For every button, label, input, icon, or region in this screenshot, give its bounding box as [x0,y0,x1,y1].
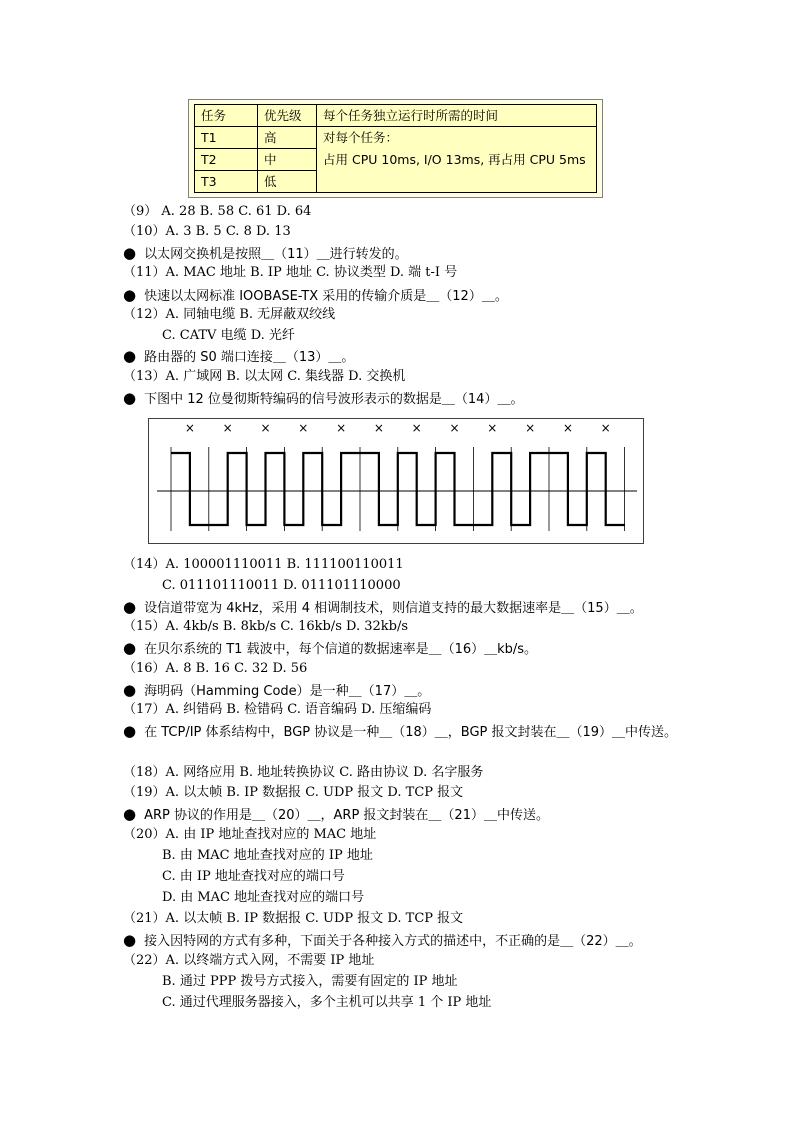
bullet-icon: ● [123,931,137,949]
answer-line-20a: （20）A. 由 IP 地址查找对应的 MAC 地址 [123,827,377,842]
question-text: 路由器的 S0 端口连接＿（13）＿。 [144,350,355,365]
clock-mark: × [411,421,422,435]
detail-line-1: 对每个任务： [323,130,399,145]
clock-mark: × [336,421,347,435]
question-text: ARP 协议的作用是＿（20）＿，ARP 报文封装在＿（21）＿中传送。 [144,808,549,823]
bullet-icon: ● [123,389,137,407]
question-text: 接入因特网的方式有多种，下面关于各种接入方式的描述中，不正确的是＿（22）＿。 [144,934,642,949]
header-priority: 优先级 [258,105,317,127]
answer-line-14a: （14）A. 100001110011 B. 111100110011 [123,557,404,572]
answer-line-18: （18）A. 网络应用 B. 地址转换协议 C. 路由协议 D. 名字服务 [123,765,484,780]
task-priority: 中 [258,149,317,171]
answer-line-12b: C. CATV 电缆 D. 光纤 [162,328,295,343]
clock-mark: × [600,421,611,435]
clock-mark: × [562,421,573,435]
question-text: 下图中 12 位曼彻斯特编码的信号波形表示的数据是＿（14）＿。 [144,392,524,407]
waveform-svg [149,419,643,543]
answer-line-15: （15）A. 4kb/s B. 8kb/s C. 16kb/s D. 32kb/s [123,619,409,634]
answer-line-22b: B. 通过 PPP 拨号方式接入，需要有固定的 IP 地址 [162,974,458,989]
clock-mark: × [260,421,271,435]
question-text: 在 TCP/IP 体系结构中，BGP 协议是一种＿（18）＿，BGP 报文封装在＿（19）＿中传送。 [144,725,678,740]
question-18 [123,721,677,741]
answer-line-20d: D. 由 MAC 地址查找对应的端口号 [162,890,365,905]
answer-line-22c: C. 通过代理服务器接入，多个主机可以共享 1 个 IP 地址 [162,995,492,1010]
clock-mark: × [222,421,233,435]
question-11 [123,243,408,263]
clock-mark: × [373,421,384,435]
clock-mark: × [184,421,195,435]
question-13 [123,346,354,366]
answer-line-22a: （22）A. 以终端方式入网，不需要 IP 地址 [123,953,375,968]
clock-mark: × [487,421,498,435]
question-text: 设信道带宽为 4kHz，采用 4 相调制技术，则信道支持的最大数据速率是＿（15）＿。 [144,601,643,616]
header-time: 每个任务独立运行时所需的时间 [317,105,597,127]
task-table [194,104,597,193]
clock-mark: × [525,421,536,435]
answer-line-10: （10）A. 3 B. 5 C. 8 D. 13 [123,224,291,239]
clock-mark: × [298,421,309,435]
question-text: 在贝尔系统的 T1 载波中，每个信道的数据速率是＿（16）＿kb/s。 [144,642,538,657]
task-priority: 高 [258,127,317,149]
answer-line-16: （16）A. 8 B. 16 C. 32 D. 56 [123,661,308,676]
clock-mark: × [449,421,460,435]
answer-line-11: （11）A. MAC 地址 B. IP 地址 C. 协议类型 D. 端 t-I 号 [123,265,458,280]
answer-line-14b: C. 011101110011 D. 011101110000 [162,578,401,593]
question-text: 以太网交换机是按照＿（11）＿进行转发的。 [144,247,408,262]
question-14 [123,388,523,408]
question-22 [123,930,642,950]
table-header-row [195,105,597,127]
task-time-detail [317,127,597,193]
header-task: 任务 [195,105,258,127]
answer-line-12a: （12）A. 同轴电缆 B. 无屏蔽双绞线 [123,307,336,322]
bullet-icon: ● [123,347,137,365]
bullet-icon: ● [123,722,137,740]
answer-line-9: （9） A. 28 B. 58 C. 61 D. 64 [123,204,312,219]
question-text: 海明码（Hamming Code）是一种＿（17）＿。 [144,684,431,699]
question-16 [123,638,537,658]
task-table-frame [188,99,603,198]
question-12 [123,285,508,305]
question-20 [123,804,549,824]
answer-line-21: （21）A. 以太帧 B. IP 数据报 C. UDP 报文 D. TCP 报文 [123,911,464,926]
question-15 [123,597,643,617]
bullet-icon: ● [123,244,137,262]
bullet-icon: ● [123,639,137,657]
task-name: T3 [195,171,258,193]
bullet-icon: ● [123,598,137,616]
task-name: T1 [195,127,258,149]
bullet-icon: ● [123,681,137,699]
table-row [195,127,597,149]
answer-line-20b: B. 由 MAC 地址查找对应的 IP 地址 [162,848,373,863]
answer-line-19: （19）A. 以太帧 B. IP 数据报 C. UDP 报文 D. TCP 报文 [123,785,464,800]
answer-line-17: （17）A. 纠错码 B. 检错码 C. 语音编码 D. 压缩编码 [123,702,432,717]
answer-line-20c: C. 由 IP 地址查找对应的端口号 [162,869,345,884]
manchester-waveform-figure [148,418,644,544]
task-priority: 低 [258,171,317,193]
detail-line-2: 占用 CPU 10ms, I/O 13ms, 再占用 CPU 5ms [323,152,586,167]
task-name: T2 [195,149,258,171]
answer-line-13: （13）A. 广域网 B. 以太网 C. 集线器 D. 交换机 [123,369,406,384]
bullet-icon: ● [123,805,137,823]
question-text: 快速以太网标准 IOOBASE-TX 采用的传输介质是＿（12）＿。 [144,289,508,304]
question-17 [123,680,430,700]
bullet-icon: ● [123,286,137,304]
manchester-signal [171,453,625,525]
